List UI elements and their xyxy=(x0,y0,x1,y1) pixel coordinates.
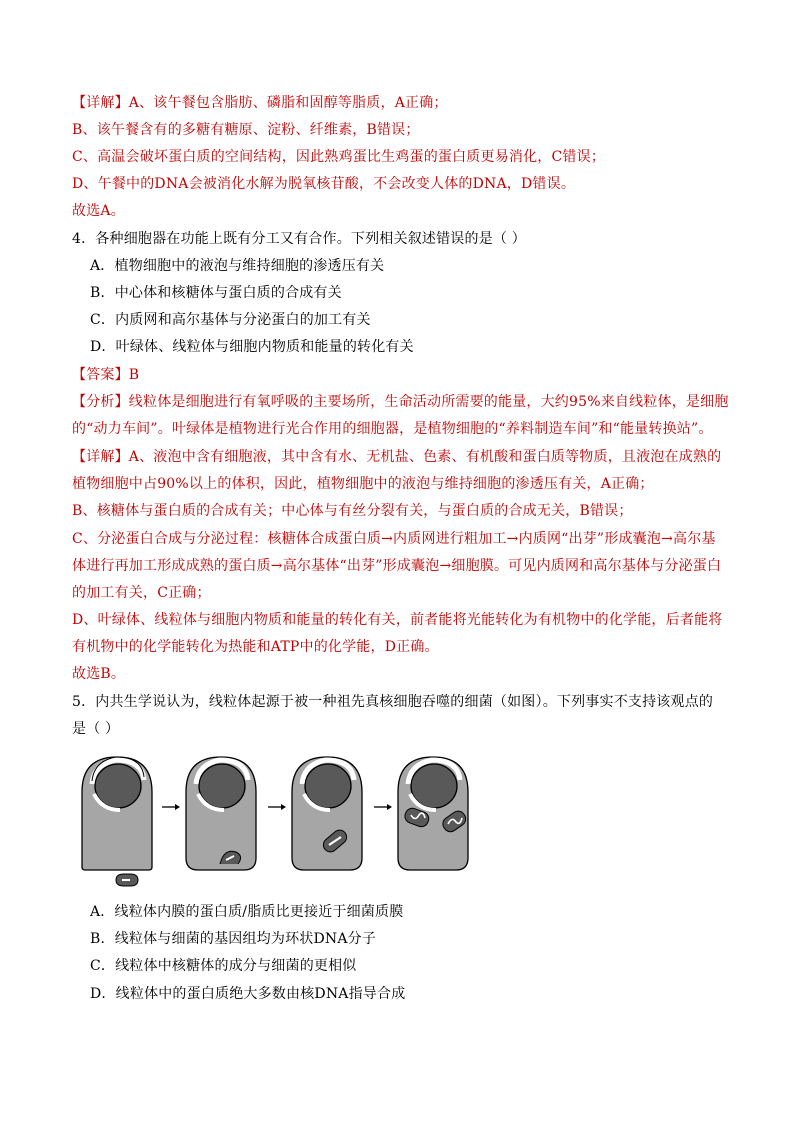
q4-detail-line-1: 【详解】A、液泡中含有细胞液，其中含有水、无机盐、色素、有机酸和蛋白质等物质，且液泡在成熟的 xyxy=(72,449,722,465)
cell-stage-2 xyxy=(186,757,256,870)
q5-option-d: D．线粒体中的蛋白质绝大多数由核DNA指导合成 xyxy=(90,986,406,1002)
detail-prev-line-3: C、高温会破坏蛋白质的空间结构，因此熟鸡蛋比生鸡蛋的蛋白质更易消化，C错误； xyxy=(72,149,606,165)
q4-detail-line-6: 的加工有关，C正确； xyxy=(72,585,211,601)
cell-stage-1 xyxy=(82,757,152,886)
q4-answer: 【答案】B xyxy=(72,367,140,383)
q5-option-b: B．线粒体与细菌的基因组均为环状DNA分子 xyxy=(90,931,377,947)
q4-detail-line-3: B、核糖体与蛋白质的合成有关；中心体与有丝分裂有关，与蛋白质的合成无关，B错误； xyxy=(72,503,633,519)
q4-detail-conclusion: 故选B。 xyxy=(72,666,126,682)
arrow-2-head xyxy=(281,804,286,810)
cell-stage-3 xyxy=(292,757,362,870)
q4-detail-line-2: 植物细胞中占90%以上的体积，因此，植物细胞中的液泡与维持细胞的渗透压有关，A正确； xyxy=(72,476,654,492)
detail-prev-line-2: B、该午餐含有的多糖有糖原、淀粉、纤维素，B错误； xyxy=(72,122,420,138)
q4-detail-line-8: 有机物中的化学能转化为热能和ATP中的化学能，D正确。 xyxy=(72,639,439,655)
q5-stem-line-2: 是（ ） xyxy=(72,721,120,737)
q4-option-d: D．叶绿体、线粒体与细胞内物质和能量的转化有关 xyxy=(90,339,414,355)
q5-option-a: A．线粒体内膜的蛋白质/脂质比更接近于细菌质膜 xyxy=(90,904,404,920)
q4-analysis-line-1: 【分析】线粒体是细胞进行有氧呼吸的主要场所，生命活动所需要的能量，大约95%来自线粒体，是细胞 xyxy=(72,394,729,410)
q4-detail-line-4: C、分泌蛋白合成与分泌过程：核糖体合成蛋白质→内质网进行粗加工→内质网“出芽”形成囊泡→高尔基 xyxy=(72,531,716,547)
detail-prev-conclusion: 故选A。 xyxy=(72,203,125,219)
q4-stem: 4．各种细胞器在功能上既有分工又有合作。下列相关叙述错误的是（ ） xyxy=(72,231,526,247)
q5-stem-line-1: 5．内共生学说认为，线粒体起源于被一种祖先真核细胞吞噬的细菌（如图）。下列事实不支持该观点的 xyxy=(72,694,714,710)
endosymbiosis-figure xyxy=(72,752,502,892)
q4-option-b: B．中心体和核糖体与蛋白质的合成有关 xyxy=(90,285,342,301)
arrow-3-head xyxy=(387,804,392,810)
arrow-1-head xyxy=(175,804,180,810)
detail-prev-line-4: D、午餐中的DNA会被消化水解为脱氧核苷酸，不会改变人体的DNA，D错误。 xyxy=(72,176,576,192)
q4-detail-line-7: D、叶绿体、线粒体与细胞内物质和能量的转化有关，前者能将光能转化为有机物中的化学能，后者能将 xyxy=(72,612,723,628)
q4-detail-line-5: 体进行再加工形成成熟的蛋白质→高尔基体“出芽”形成囊泡→细胞膜。可见内质网和高尔基体与分泌蛋白 xyxy=(72,558,722,574)
detail-prev-line-1: 【详解】A、该午餐包含脂肪、磷脂和固醇等脂质，A正确； xyxy=(72,95,448,111)
q4-option-c: C．内质网和高尔基体与分泌蛋白的加工有关 xyxy=(90,312,371,328)
q4-option-a: A．植物细胞中的液泡与维持细胞的渗透压有关 xyxy=(90,258,385,274)
q5-option-c: C．线粒体中核糖体的成分与细菌的更相似 xyxy=(90,958,357,974)
q4-analysis-line-2: 的“动力车间”。叶绿体是植物进行光合作用的细胞器，是植物细胞的“养料制造车间”和“能量转换站”。 xyxy=(72,421,713,437)
cell-stage-4 xyxy=(398,757,468,870)
